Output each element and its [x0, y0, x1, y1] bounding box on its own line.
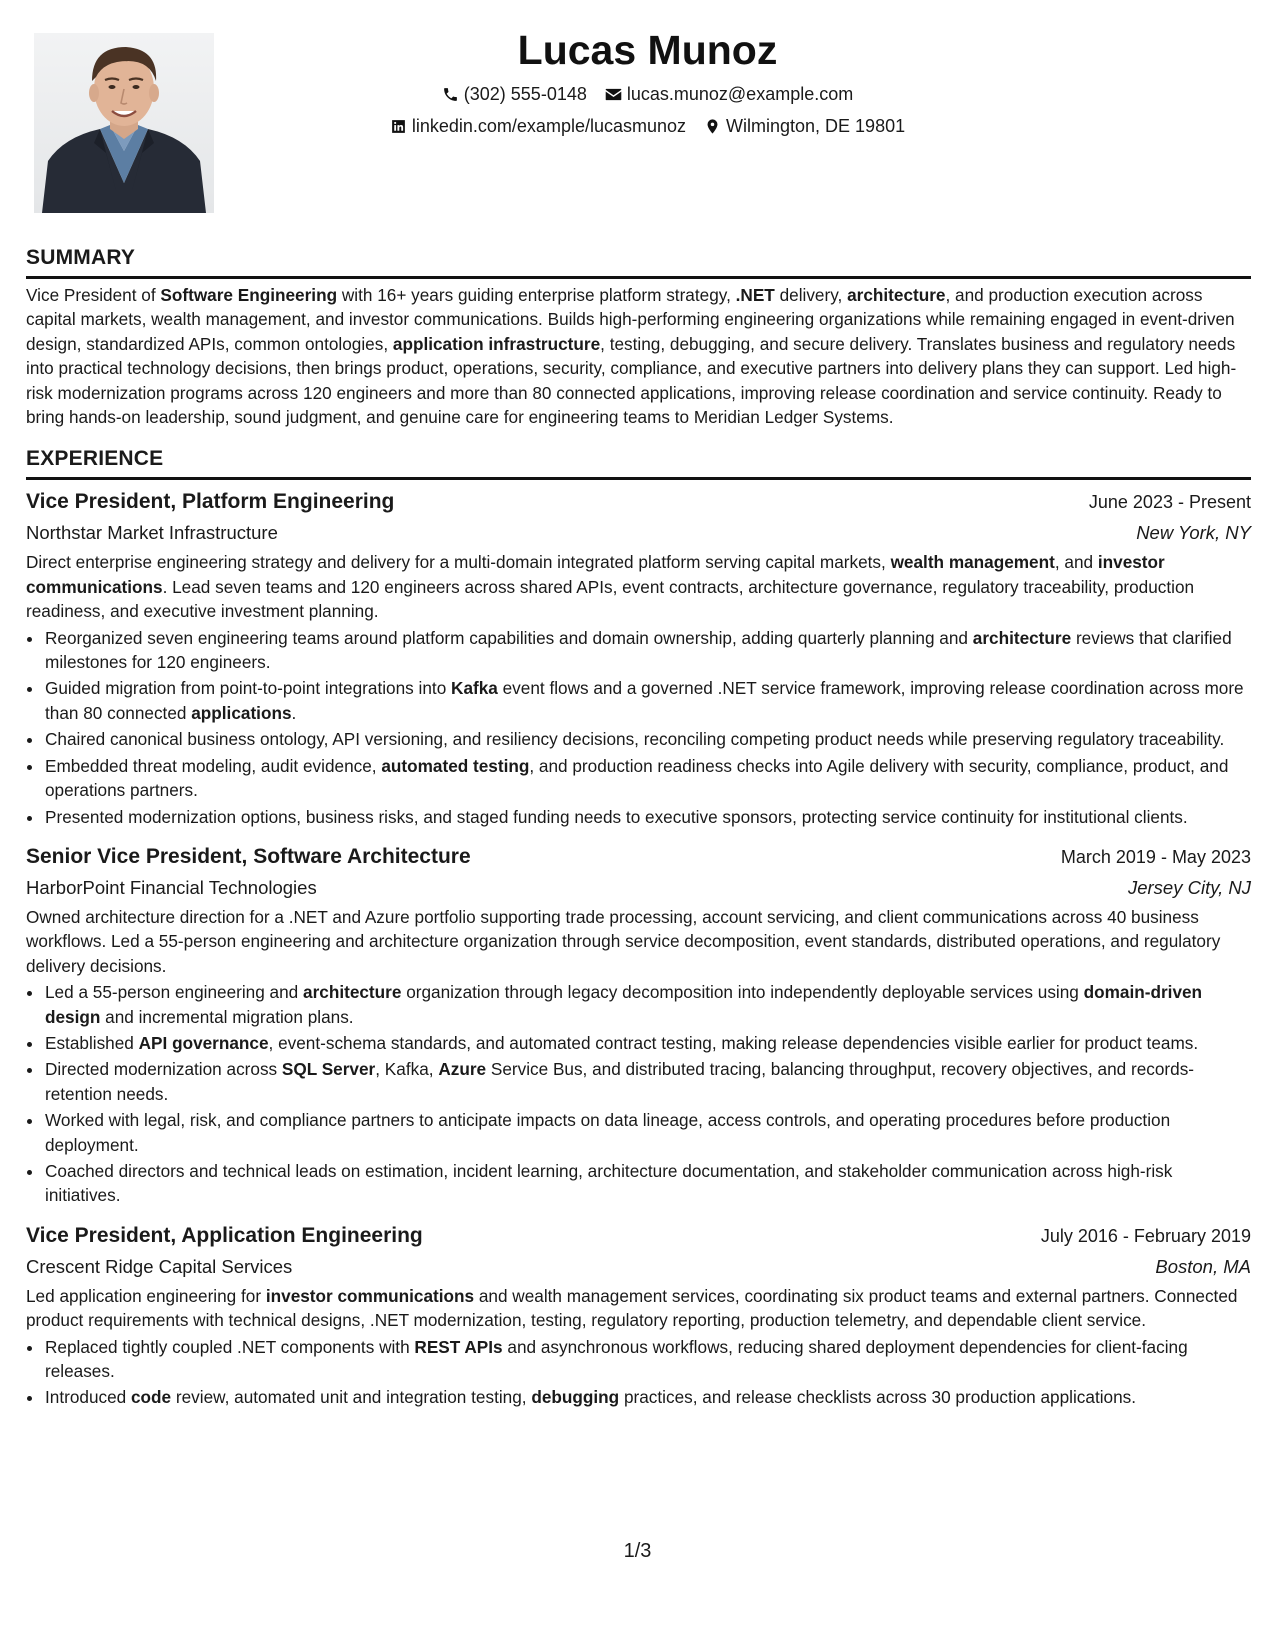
job-bullet-list: [26, 1335, 1251, 1410]
text-run: Led a 55-person engineering and: [45, 982, 304, 1003]
text-run: Led application engineering for: [26, 1285, 266, 1306]
bold-keyword: application infrastructure: [392, 333, 601, 354]
text-run: Reorganized seven engineering teams around platform capabilities and domain ownership, adding quarterly planning and: [45, 627, 973, 648]
job-header-row: [26, 1220, 1251, 1252]
section-title-summary: SUMMARY: [26, 244, 1251, 279]
job-company-row: [26, 1252, 1251, 1282]
bold-keyword: Software Engineering: [160, 285, 338, 305]
text-run: Established: [45, 1032, 139, 1053]
contact-location: [704, 110, 905, 142]
bold-keyword: applications: [191, 702, 292, 723]
company-name: Crescent Ridge Capital Services: [26, 1255, 293, 1277]
text-run: , event-schema standards, and automated contract testing, making release dependencies visible earlier for product teams.: [268, 1032, 1199, 1053]
job-company-row: [26, 873, 1251, 903]
text-run: Service Bus, and distributed tracing, balancing throughput, recovery objectives, and records-retention needs.: [45, 1059, 1195, 1104]
text-run: Introduced: [45, 1387, 131, 1408]
text-run: and wealth management services, coordinating six product teams and external partners. Connected product requirements with technical designs, .NET modernization, testing, regulatory reporting, production telemetry, and dependable client service.: [26, 1285, 1238, 1331]
bold-keyword: REST APIs: [414, 1336, 503, 1357]
bold-keyword: investor communications: [265, 1285, 475, 1306]
job-entry: [26, 841, 1251, 1208]
bold-keyword: investor communications: [26, 552, 1165, 597]
text-run: Directed modernization across: [45, 1059, 282, 1080]
job-description: [26, 1284, 1251, 1333]
location-text: Wilmington, DE 19801: [726, 116, 906, 136]
contact-line-1: [280, 78, 1015, 110]
job-bullet-list: [26, 626, 1251, 829]
contact-line-2: [280, 110, 1015, 142]
job-entry: [26, 486, 1251, 828]
text-run: organization through legacy decomposition into independently deployable services using: [401, 982, 1084, 1003]
job-header-row: [26, 486, 1251, 518]
bold-keyword: architecture: [847, 285, 946, 305]
phone-icon: [442, 86, 459, 103]
job-dates: July 2016 - February 2019: [1040, 1225, 1251, 1246]
job-entry: [26, 1220, 1251, 1410]
bold-keyword: Kafka: [451, 678, 498, 699]
contact-linkedin[interactable]: [390, 110, 686, 142]
text-run: Embedded threat modeling, audit evidence,: [45, 755, 382, 776]
linkedin-link[interactable]: linkedin.com/example/lucasmunoz: [411, 116, 687, 136]
job-bullet: [44, 1031, 1251, 1055]
text-run: and incremental migration plans.: [100, 1006, 354, 1027]
job-location: Jersey City, NJ: [1127, 876, 1251, 898]
text-run: reviews that clarified milestones for 120 engineers.: [45, 627, 1232, 673]
text-run: event flows and a governed .NET service framework, improving release coordination across more than 80 connected: [45, 678, 1244, 723]
text-run: practices, and release checklists across 30 production applications.: [619, 1387, 1137, 1408]
job-title: Senior Vice President, Software Architecture: [26, 844, 471, 868]
text-run: , testing, debugging, and secure delivery. Translates business and regulatory needs into practical technology decisions, then brings product, operations, security, compliance, and executive partners into delivery plans they can support. Led high-risk modernization programs across 120 engineers and more than 80 connected applications, improving release coordination and service continuity. Ready to bring hands-on leadership, sound judgment, and genuine care for engineering teams to Meridian Ledger Systems.: [26, 333, 1237, 428]
job-bullet: [44, 980, 1251, 1029]
job-bullet: [44, 676, 1251, 725]
contact-email[interactable]: [605, 78, 853, 110]
bold-keyword: architecture: [972, 627, 1072, 648]
job-bullet: [44, 805, 1251, 829]
job-title: Vice President, Platform Engineering: [26, 490, 395, 514]
text-run: Vice President of: [26, 285, 161, 305]
text-run: Presented modernization options, business risks, and staged funding needs to executive sponsors, protecting service continuity for institutional clients.: [45, 806, 1188, 827]
profile-photo: [34, 33, 214, 213]
job-description: [26, 905, 1251, 978]
bold-keyword: wealth management: [890, 552, 1055, 573]
job-list: [26, 486, 1251, 1409]
job-description: [26, 550, 1251, 623]
company-name: Northstar Market Infrastructure: [26, 522, 278, 544]
text-run: review, automated unit and integration testing,: [171, 1387, 532, 1408]
candidate-name: Lucas Munoz: [517, 27, 778, 73]
bold-keyword: API governance: [138, 1032, 269, 1053]
text-run: , and production execution across capital markets, wealth management, and investor communications. Builds high-performing engineering organizations while remaining engaged in event-driven design, standardized APIs, common ontologies,: [26, 285, 1235, 354]
bold-keyword: debugging: [531, 1387, 620, 1408]
job-bullet: [44, 626, 1251, 675]
job-company-row: [26, 518, 1251, 548]
job-bullet: [44, 754, 1251, 803]
text-run: Coached directors and technical leads on estimation, incident learning, architecture documentation, and stakeholder communication across high-risk initiatives.: [45, 1160, 1173, 1206]
summary-text: [26, 283, 1251, 429]
bold-keyword: domain-driven design: [45, 982, 1203, 1027]
resume-header: [280, 22, 1015, 142]
bold-keyword: architecture: [303, 982, 402, 1003]
bold-keyword: SQL Server: [281, 1059, 376, 1080]
job-title: Vice President, Application Engineering: [26, 1223, 423, 1247]
text-run: .: [291, 702, 297, 723]
bold-keyword: .NET: [735, 285, 775, 305]
email-link[interactable]: lucas.munoz@example.com: [626, 84, 854, 104]
job-bullet: [44, 1057, 1251, 1106]
job-bullet: [44, 1335, 1251, 1384]
bold-keyword: code: [131, 1387, 172, 1408]
job-bullet: [44, 727, 1251, 751]
text-run: delivery,: [774, 285, 848, 305]
text-run: . Lead seven teams and 120 engineers across shared APIs, event contracts, architecture governance, regulatory traceability, production readiness, and executive investment planning.: [26, 576, 1195, 622]
text-run: Chaired canonical business ontology, API versioning, and resiliency decisions, reconciling competing product needs while preserving regulatory traceability.: [45, 729, 1225, 750]
envelope-icon: [605, 86, 622, 103]
text-run: Direct enterprise engineering strategy and delivery for a multi-domain integrated platform serving capital markets,: [26, 552, 891, 573]
job-location: Boston, MA: [1155, 1255, 1251, 1277]
map-pin-icon: [704, 118, 721, 135]
page-number: 1/3: [623, 1540, 652, 1562]
experience-section: [26, 445, 1251, 1409]
text-run: Replaced tightly coupled .NET components with: [45, 1336, 415, 1357]
text-run: , and: [1054, 552, 1098, 573]
text-run: Worked with legal, risk, and compliance partners to anticipate impacts on data lineage, access controls, and operating procedures before production deployment.: [45, 1110, 1171, 1155]
bold-keyword: Azure: [438, 1059, 487, 1080]
company-name: HarborPoint Financial Technologies: [26, 876, 317, 898]
job-bullet: [44, 1159, 1251, 1208]
text-run: , Kafka,: [375, 1059, 439, 1080]
job-bullet: [44, 1385, 1251, 1409]
job-dates: June 2023 - Present: [1088, 492, 1251, 513]
job-header-row: [26, 841, 1251, 873]
summary-section: [26, 244, 1251, 429]
text-run: Guided migration from point-to-point integrations into: [45, 678, 452, 699]
job-bullet: [44, 1108, 1251, 1157]
text-run: with 16+ years guiding enterprise platform strategy,: [337, 285, 736, 305]
linkedin-icon: [390, 118, 407, 135]
job-bullet-list: [26, 980, 1251, 1208]
bold-keyword: automated testing: [381, 755, 530, 776]
resume-content: [26, 244, 1251, 1412]
text-run: Owned architecture direction for a .NET and Azure portfolio supporting trade processing, account servicing, and client communications across 40 business workflows. Led a 55-person engineering and architecture organization through service decomposition, event standards, distributed operations, and regulatory delivery decisions.: [26, 906, 1221, 976]
job-location: New York, NY: [1136, 522, 1251, 544]
text-run: , and production readiness checks into Agile delivery with security, compliance, product, and operations partners.: [45, 755, 1229, 801]
text-run: and asynchronous workflows, reducing shared deployment dependencies for client-facing releases.: [45, 1336, 1188, 1381]
phone-text: (302) 555-0148: [463, 84, 587, 104]
job-dates: March 2019 - May 2023: [1060, 846, 1251, 867]
section-title-experience: EXPERIENCE: [26, 445, 1251, 480]
contact-phone: [442, 78, 587, 110]
